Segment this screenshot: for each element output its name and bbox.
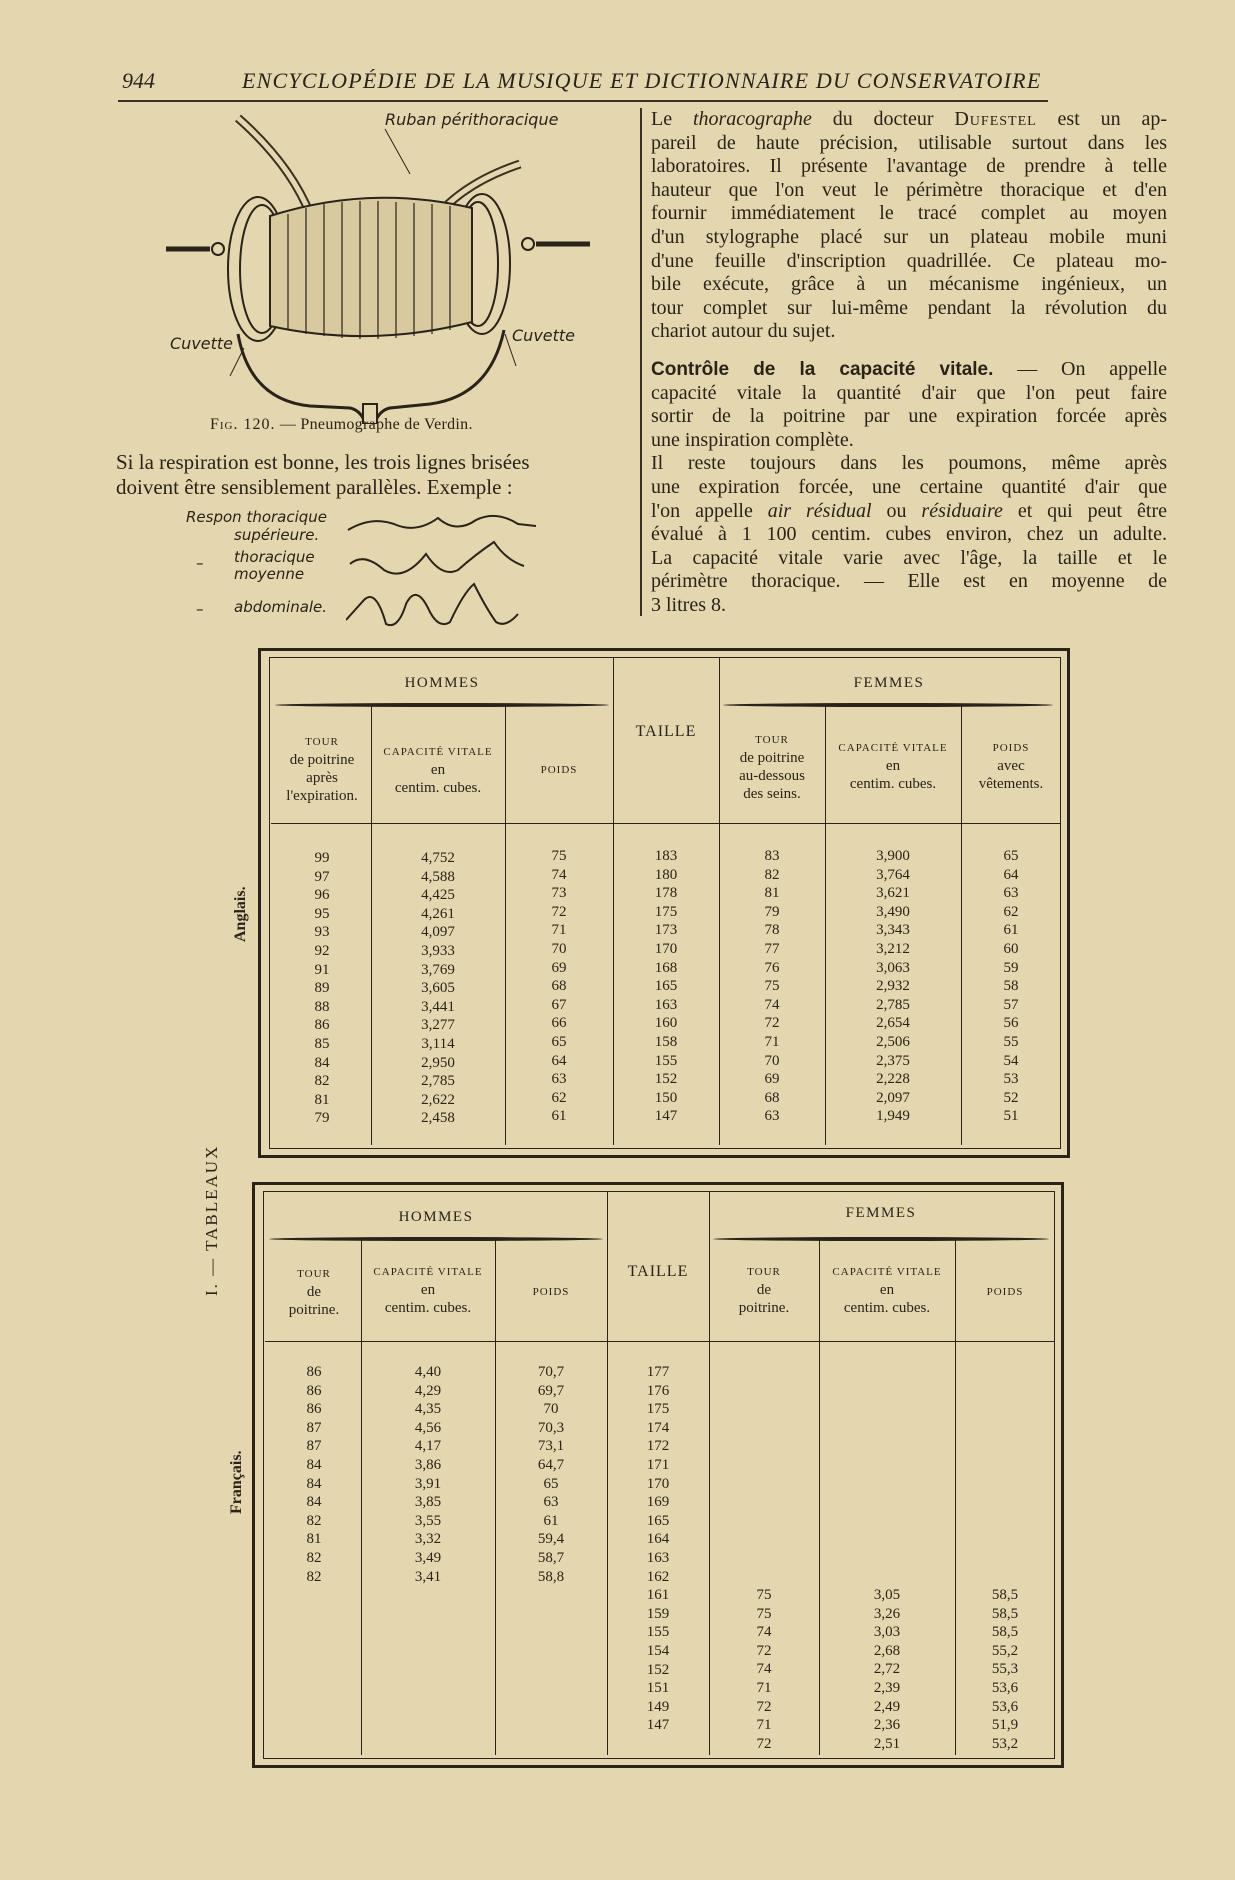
table-cell: 3,86 xyxy=(414,1456,442,1473)
table-cell: 3,764 xyxy=(876,866,910,883)
table-cell: 2,51 xyxy=(873,1735,901,1752)
table-cell: 171 xyxy=(646,1456,670,1473)
table-cell: 56 xyxy=(1003,1015,1019,1032)
table-cell: 53,6 xyxy=(991,1679,1019,1696)
table-francais xyxy=(252,1182,1064,1768)
table-cell: 82 xyxy=(314,1073,330,1090)
capacity-heading: Contrôle de la capacité vitale. xyxy=(651,358,994,380)
table-cell: 68 xyxy=(764,1089,780,1106)
t2-group-women: FEMMES xyxy=(845,1205,917,1221)
table-cell: 163 xyxy=(654,996,678,1013)
table-cell: 3,91 xyxy=(414,1475,442,1492)
table-cell: 52 xyxy=(1003,1089,1019,1106)
table-cell: 174 xyxy=(646,1419,670,1436)
table-cell: 3,49 xyxy=(414,1549,442,1566)
table-cell: 92 xyxy=(314,942,330,959)
table-cell: 72 xyxy=(756,1642,772,1659)
resp-dash-3: – xyxy=(196,600,204,618)
table-cell: 86 xyxy=(314,1017,330,1034)
table-cell: 71 xyxy=(756,1679,772,1696)
t2-col-capacite xyxy=(361,1363,495,1586)
t1-col-poids xyxy=(505,847,613,1126)
table-cell: 79 xyxy=(314,1110,330,1127)
table-cell: 147 xyxy=(646,1717,670,1734)
table-cell: 66 xyxy=(551,1015,567,1032)
table-cell: 82 xyxy=(306,1512,322,1529)
table-cell: 168 xyxy=(654,959,678,976)
t2-col-tour-f xyxy=(709,1586,819,1753)
table-cell: 4,425 xyxy=(421,887,455,904)
table-cell: 3,621 xyxy=(876,885,910,902)
table-cell: 64 xyxy=(551,1052,567,1069)
table-cell: 74 xyxy=(764,996,780,1013)
table-cell: 58,7 xyxy=(537,1549,565,1566)
figure-caption: Fig. 120. — Pneumographe de Verdin. xyxy=(210,416,473,433)
t1-col-capacite xyxy=(371,849,505,1128)
table-cell: 74 xyxy=(551,866,567,883)
table-cell: 81 xyxy=(306,1531,322,1548)
table-cell: 3,212 xyxy=(876,940,910,957)
t1-col-tour-f xyxy=(719,847,825,1126)
table-cell: 70 xyxy=(543,1401,559,1418)
t2-col-tour xyxy=(267,1363,361,1586)
table-cell: 2,950 xyxy=(421,1054,455,1071)
table-cell: 58,5 xyxy=(991,1605,1019,1622)
t1-header-poids-f: POIDS avec vêtements. xyxy=(978,742,1044,792)
table-cell: 2,228 xyxy=(876,1071,910,1088)
t2-col-capacite-f xyxy=(819,1586,955,1753)
table-cell: 3,55 xyxy=(414,1512,442,1529)
table-cell: 173 xyxy=(654,922,678,939)
table-cell: 60 xyxy=(1003,940,1019,957)
table-cell: 175 xyxy=(654,903,678,920)
table-cell: 160 xyxy=(654,1015,678,1032)
t1-col-tour xyxy=(273,849,371,1128)
table-cell: 58,8 xyxy=(537,1568,565,1585)
table-cell: 93 xyxy=(314,924,330,941)
table-cell: 81 xyxy=(764,885,780,902)
table-cell: 63 xyxy=(764,1108,780,1125)
table-cell: 2,36 xyxy=(873,1717,901,1734)
table-cell: 84 xyxy=(306,1494,322,1511)
table-cell: 4,17 xyxy=(414,1438,442,1455)
wave-abdominal xyxy=(346,584,518,625)
table-cell: 75 xyxy=(756,1605,772,1622)
table-cell: 3,03 xyxy=(873,1624,901,1641)
resp-label-abdominal: abdominale. xyxy=(234,598,328,616)
table-cell: 3,114 xyxy=(421,1035,455,1052)
table-cell: 162 xyxy=(646,1568,670,1585)
table-cell: 69,7 xyxy=(537,1382,565,1399)
table-cell: 170 xyxy=(646,1475,670,1492)
table-cell: 3,343 xyxy=(876,922,910,939)
francais-side-label: Français. xyxy=(228,1450,245,1514)
pneumograph-drawing xyxy=(160,104,600,424)
t2-header-capacite-f: CAPACITÉ VITALE en centim. cubes. xyxy=(832,1266,942,1316)
table-cell: 54 xyxy=(1003,1052,1019,1069)
table-cell: 4,56 xyxy=(414,1419,442,1436)
table-cell: 2,68 xyxy=(873,1642,901,1659)
table-cell: 2,39 xyxy=(873,1679,901,1696)
table-cell: 71 xyxy=(764,1033,780,1050)
t2-col-poids-f xyxy=(955,1586,1055,1753)
resp-label-upper-2: supérieure. xyxy=(234,526,320,544)
resp-label-middle: thoracique xyxy=(234,548,315,566)
table-cell: 83 xyxy=(764,848,780,864)
table-cell: 57 xyxy=(1003,996,1019,1013)
table-cell: 3,900 xyxy=(876,848,910,864)
table-cell: 169 xyxy=(646,1494,670,1511)
table-cell: 165 xyxy=(654,978,678,995)
table-cell: 147 xyxy=(654,1108,678,1125)
table-cell: 4,29 xyxy=(414,1382,442,1399)
table-cell: 58 xyxy=(1003,978,1019,995)
table-cell: 151 xyxy=(646,1680,670,1697)
table-cell: 170 xyxy=(654,940,678,957)
table-cell: 3,605 xyxy=(421,980,455,997)
table-cell: 180 xyxy=(654,866,678,883)
table-cell: 178 xyxy=(654,885,678,902)
respiration-example xyxy=(186,504,566,634)
table-cell: 4,261 xyxy=(421,905,455,922)
resp-label-upper: Respon thoracique xyxy=(186,508,328,526)
t2-col-taille xyxy=(607,1363,709,1735)
table-cell: 2,49 xyxy=(873,1698,901,1715)
t1-header-capacite-f: CAPACITÉ VITALE en centim. cubes. xyxy=(838,742,948,792)
table-cell: 2,72 xyxy=(873,1661,901,1678)
t2-header-capacite: CAPACITÉ VITALE en centim. cubes. xyxy=(373,1266,483,1316)
table-cell: 86 xyxy=(306,1364,322,1380)
table-cell: 149 xyxy=(646,1698,670,1715)
table-cell: 87 xyxy=(306,1438,322,1455)
table-cell: 84 xyxy=(314,1054,330,1071)
table-cell: 65 xyxy=(551,1033,567,1050)
table-cell: 2,097 xyxy=(876,1089,910,1106)
table-cell: 163 xyxy=(646,1549,670,1566)
table-cell: 72 xyxy=(764,1015,780,1032)
table-cell: 53,2 xyxy=(991,1735,1019,1752)
t2-col-poids xyxy=(495,1363,607,1586)
table-cell: 55,2 xyxy=(991,1642,1019,1659)
table-cell: 89 xyxy=(314,980,330,997)
running-header xyxy=(118,66,1048,102)
table-cell: 74 xyxy=(756,1661,772,1678)
table-cell: 74 xyxy=(756,1624,772,1641)
table-cell: 61 xyxy=(543,1512,559,1529)
table-cell: 75 xyxy=(756,1587,772,1603)
table-cell: 81 xyxy=(314,1091,330,1108)
table-cell: 3,490 xyxy=(876,903,910,920)
table-anglais xyxy=(258,648,1070,1158)
table-cell: 4,588 xyxy=(421,868,455,885)
running-title: ENCYCLOPÉDIE DE LA MUSIQUE ET DICTIONNAIRE DU CONSERVATOIRE xyxy=(242,68,1042,93)
table-cell: 86 xyxy=(306,1401,322,1418)
table-cell: 177 xyxy=(646,1364,670,1380)
table-cell: 2,622 xyxy=(421,1091,455,1108)
table-cell: 88 xyxy=(314,998,330,1015)
table-cell: 97 xyxy=(314,868,330,885)
table-cell: 165 xyxy=(646,1512,670,1529)
table-cell: 65 xyxy=(543,1475,559,1492)
table-cell: 55 xyxy=(1003,1033,1019,1050)
table-cell: 99 xyxy=(314,850,330,866)
table-cell: 70,7 xyxy=(537,1364,565,1380)
tableaux-side-label: I. — TABLEAUX xyxy=(202,1144,221,1296)
table-cell: 3,063 xyxy=(876,959,910,976)
table-cell: 70 xyxy=(551,940,567,957)
table-cell: 51 xyxy=(1003,1108,1019,1125)
table-cell: 172 xyxy=(646,1438,670,1455)
table-cell: 159 xyxy=(646,1605,670,1622)
table-cell: 154 xyxy=(646,1642,670,1659)
t1-group-men: HOMMES xyxy=(404,675,480,691)
table-cell: 176 xyxy=(646,1382,670,1399)
table-cell: 72 xyxy=(756,1698,772,1715)
cuvette-left-label: Cuvette xyxy=(170,334,234,353)
table-cell: 3,277 xyxy=(421,1017,455,1034)
table-cell: 53 xyxy=(1003,1071,1019,1088)
table-cell: 4,097 xyxy=(421,924,455,941)
wave-thoracic-middle xyxy=(350,542,524,574)
table-cell: 155 xyxy=(646,1624,670,1641)
table-cell: 71 xyxy=(756,1717,772,1734)
pneumograph-figure xyxy=(160,104,600,424)
table-cell: 65 xyxy=(1003,848,1019,864)
table-cell: 87 xyxy=(306,1419,322,1436)
table-cell: 3,769 xyxy=(421,961,455,978)
table-cell: 73,1 xyxy=(537,1438,565,1455)
capacity-heading-line: Contrôle de la capacité vitale. — On appelle xyxy=(651,357,1168,380)
table-cell: 155 xyxy=(654,1052,678,1069)
table-cell: 75 xyxy=(764,978,780,995)
table-cell: 72 xyxy=(551,903,567,920)
table-cell: 82 xyxy=(764,866,780,883)
table-cell: 62 xyxy=(551,1089,567,1106)
table-cell: 51,9 xyxy=(991,1717,1019,1734)
table-cell: 96 xyxy=(314,887,330,904)
cuvette-right-label: Cuvette xyxy=(512,326,576,345)
table-cell: 152 xyxy=(654,1071,678,1088)
table-cell: 161 xyxy=(646,1587,670,1604)
t2-header-tour-f: TOUR de poitrine. xyxy=(738,1266,790,1316)
table-cell: 84 xyxy=(306,1475,322,1492)
table-cell: 75 xyxy=(551,848,567,864)
table-cell: 63 xyxy=(1003,885,1019,902)
table-cell: 4,40 xyxy=(414,1364,442,1380)
t1-col-taille xyxy=(613,847,719,1126)
table-cell: 59,4 xyxy=(537,1531,565,1548)
table-cell: 2,785 xyxy=(421,1073,455,1090)
table-cell: 69 xyxy=(764,1071,780,1088)
t2-group-men: HOMMES xyxy=(398,1209,474,1225)
wave-thoracic-upper xyxy=(348,516,536,530)
table-cell: 55,3 xyxy=(991,1661,1019,1678)
table-cell: 59 xyxy=(1003,959,1019,976)
table-cell: 70,3 xyxy=(537,1419,565,1436)
table-cell: 3,441 xyxy=(421,998,455,1015)
table-cell: 86 xyxy=(306,1382,322,1399)
t2-header-taille: TAILLE xyxy=(627,1263,689,1280)
table-cell: 72 xyxy=(756,1735,772,1752)
table-cell: 4,752 xyxy=(421,850,455,866)
table-cell: 150 xyxy=(654,1089,678,1106)
table-cell: 69 xyxy=(551,959,567,976)
table-cell: 84 xyxy=(306,1456,322,1473)
table-cell: 3,41 xyxy=(414,1568,442,1585)
table-cell: 2,785 xyxy=(876,996,910,1013)
table-cell: 3,26 xyxy=(873,1605,901,1622)
anglais-side-label: Anglais. xyxy=(232,886,249,942)
table-cell: 152 xyxy=(646,1661,670,1678)
table-cell: 71 xyxy=(551,922,567,939)
table-cell: 91 xyxy=(314,961,330,978)
t1-header-tour: TOUR de poitrine après l'expiration. xyxy=(286,736,358,804)
table-cell: 3,05 xyxy=(873,1587,901,1603)
table-cell: 68 xyxy=(551,978,567,995)
t1-header-poids: POIDS xyxy=(540,764,578,776)
t1-header-taille: TAILLE xyxy=(635,723,697,740)
table-cell: 63 xyxy=(551,1071,567,1088)
table-cell: 73 xyxy=(551,885,567,902)
table-cell: 64,7 xyxy=(537,1456,565,1473)
table-cell: 79 xyxy=(764,903,780,920)
right-column: Le thoracographe du docteur Dufestel est un ap- pareil de haute précision, utilisable surtout dans les laboratoires. Il présente l'avantage de prendre à telle hauteur que l'on veut le périmètre thoracique et d'en fournir immédiatement le tracé complet au moyen d'un stylographe placé sur un plateau mobile muni d'une feuille d'inscription quadrillée. Ce plateau mo- bile exécute, grâce à un mécanisme ingénieux, un tour complet sur lui-même pendant la révolution du chariot autour du sujet. Contrôle de la capacité vitale. — On appelle capacité vitale la quantité d'air que l'on peut faire sortir de la poitrine par une expiration forcée après une inspiration complète. Il reste toujours dans les poumons, même après une expiration forcée, une certaine quantité d'air que l'on appelle air résidual ou résiduaire et qui peut être évalué à 1 100 centim. cubes environ, chez un adulte. La capacité vitale varie avec l'âge, la taille et le périmètre thoracique. — Elle est en moyenne de 3 litres 8. xyxy=(651,108,1168,616)
t1-col-capacite-f xyxy=(825,847,961,1126)
resp-dash-2: – xyxy=(196,554,204,572)
t1-col-poids-f xyxy=(961,847,1061,1126)
table-cell: 85 xyxy=(314,1035,330,1052)
table-cell: 78 xyxy=(764,922,780,939)
table-cell: 53,6 xyxy=(991,1698,1019,1715)
t2-header-poids-f: POIDS xyxy=(986,1286,1024,1298)
table-cell: 62 xyxy=(1003,903,1019,920)
wave-lines xyxy=(346,504,546,634)
t1-header-capacite: CAPACITÉ VITALE en centim. cubes. xyxy=(383,746,493,796)
table-cell: 61 xyxy=(1003,922,1019,939)
table-cell: 2,654 xyxy=(876,1015,910,1032)
table-cell: 63 xyxy=(543,1494,559,1511)
table-cell: 95 xyxy=(314,905,330,922)
table-cell: 158 xyxy=(654,1033,678,1050)
table-cell: 67 xyxy=(551,996,567,1013)
t1-header-tour-f: TOUR de poitrine au-dessous des seins. xyxy=(739,734,805,802)
t2-header-poids: POIDS xyxy=(532,1286,570,1298)
table-cell: 1,949 xyxy=(876,1108,910,1125)
t1-group-women: FEMMES xyxy=(853,675,925,691)
ribbon-label: Ruban périthoracique xyxy=(385,110,559,129)
table-cell: 2,506 xyxy=(876,1033,910,1050)
t2-header-tour: TOUR de poitrine. xyxy=(288,1268,340,1318)
table-cell: 77 xyxy=(764,940,780,957)
left-paragraph: Si la respiration est bonne, les trois lignes brisées doivent être sensiblement parallèles. Exemple : xyxy=(116,450,530,499)
resp-label-middle-2: moyenne xyxy=(234,565,305,583)
table-cell: 76 xyxy=(764,959,780,976)
table-cell: 2,458 xyxy=(421,1110,455,1127)
table-cell: 183 xyxy=(654,848,678,864)
table-cell: 58,5 xyxy=(991,1587,1019,1603)
table-cell: 82 xyxy=(306,1549,322,1566)
table-cell: 164 xyxy=(646,1531,670,1548)
table-cell: 64 xyxy=(1003,866,1019,883)
table-cell: 3,85 xyxy=(414,1494,442,1511)
table-cell: 4,35 xyxy=(414,1401,442,1418)
table-cell: 3,32 xyxy=(414,1531,442,1548)
table-cell: 2,375 xyxy=(876,1052,910,1069)
table-cell: 175 xyxy=(646,1401,670,1418)
table-cell: 58,5 xyxy=(991,1624,1019,1641)
page-number: 944 xyxy=(122,68,155,93)
table-cell: 2,932 xyxy=(876,978,910,995)
column-divider xyxy=(640,108,642,616)
table-cell: 61 xyxy=(551,1108,567,1125)
table-cell: 82 xyxy=(306,1568,322,1585)
table-cell: 3,933 xyxy=(421,942,455,959)
table-cell: 70 xyxy=(764,1052,780,1069)
